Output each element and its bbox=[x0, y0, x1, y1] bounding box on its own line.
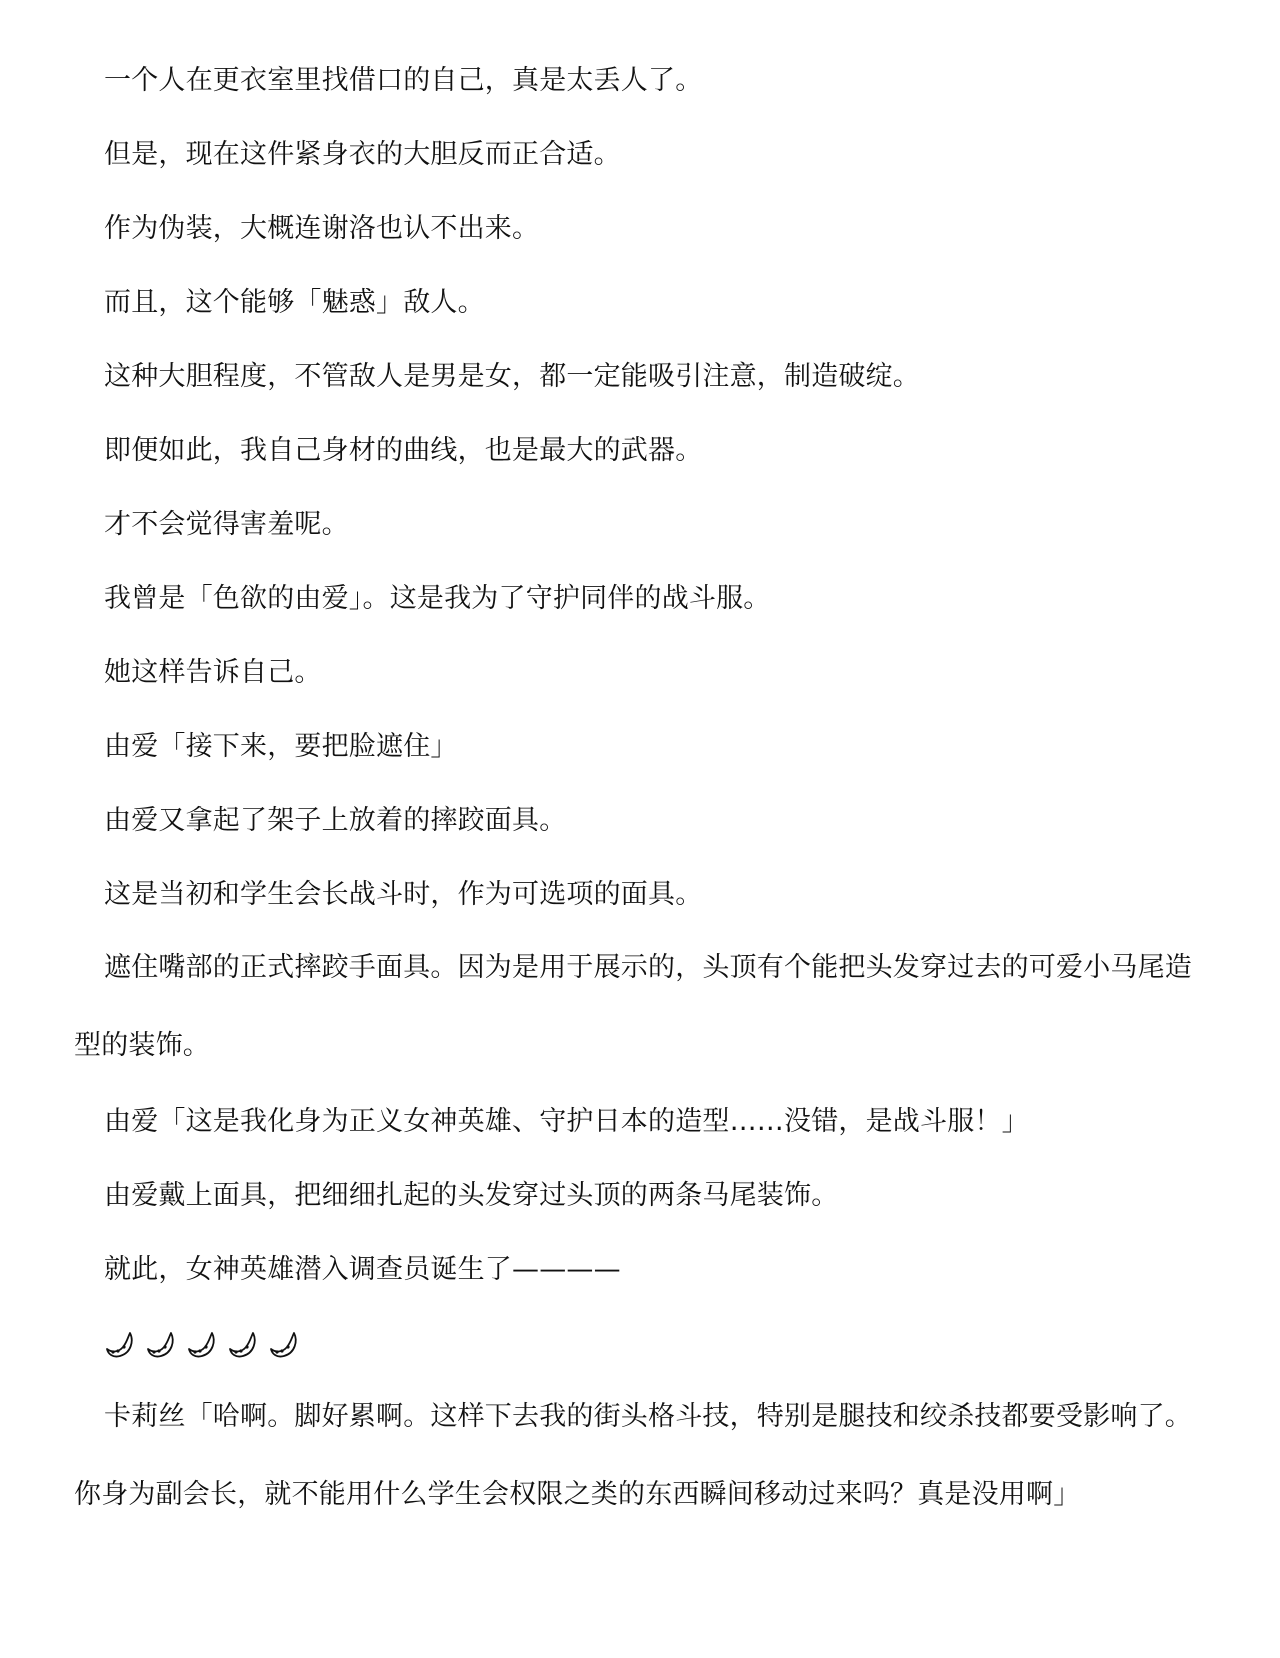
scene-separator bbox=[74, 1307, 1200, 1381]
crescent-moon-icon bbox=[227, 1327, 261, 1361]
paragraph: 即便如此，我自己身材的曲线，也是最大的武器。 bbox=[104, 435, 703, 466]
crescent-moon-icon bbox=[104, 1327, 138, 1361]
paragraph: 作为伪装，大概连谢洛也认不出来。 bbox=[104, 213, 540, 244]
crescent-moon-icon bbox=[268, 1327, 302, 1361]
paragraph: 遮住嘴部的正式摔跤手面具。因为是用于展示的，头顶有个能把头发穿过去的可爱小马尾造型的装饰。 bbox=[74, 952, 1192, 1061]
crescent-moon-icon bbox=[186, 1327, 220, 1361]
paragraph: 这是当初和学生会长战斗时，作为可选项的面具。 bbox=[104, 879, 703, 910]
paragraph: 由爱戴上面具，把细细扎起的头发穿过头顶的两条马尾装饰。 bbox=[104, 1180, 839, 1211]
dialogue-line: 由爱「这是我化身为正义女神英雄、守护日本的造型……没错，是战斗服！」 bbox=[104, 1106, 1029, 1137]
paragraph: 就此，女神英雄潜入调查员诞生了———— bbox=[104, 1254, 621, 1285]
paragraph: 她这样告诉自己。 bbox=[104, 657, 322, 688]
paragraph: 而且，这个能够「魅惑」敌人。 bbox=[104, 287, 485, 318]
paragraph: 由爱又拿起了架子上放着的摔跤面具。 bbox=[104, 805, 567, 836]
paragraph: 我曾是「色欲的由爱」。这是我为了守护同伴的战斗服。 bbox=[104, 583, 771, 614]
paragraph: 这种大胆程度，不管敌人是男是女，都一定能吸引注意，制造破绽。 bbox=[104, 361, 920, 392]
dialogue-line: 卡莉丝「哈啊。脚好累啊。这样下去我的街头格斗技，特别是腿技和绞杀技都要受影响了。你身为副会长，就不能用什么学生会权限之类的东西瞬间移动过来吗？真是没用啊」 bbox=[74, 1401, 1192, 1510]
paragraph: 但是，现在这件紧身衣的大胆反而正合适。 bbox=[104, 139, 621, 170]
crescent-moon-icon bbox=[145, 1327, 179, 1361]
paragraph: 一个人在更衣室里找借口的自己，真是太丢人了。 bbox=[104, 65, 703, 96]
dialogue-line: 由爱「接下来，要把脸遮住」 bbox=[104, 731, 458, 762]
paragraph: 才不会觉得害羞呢。 bbox=[104, 509, 349, 540]
